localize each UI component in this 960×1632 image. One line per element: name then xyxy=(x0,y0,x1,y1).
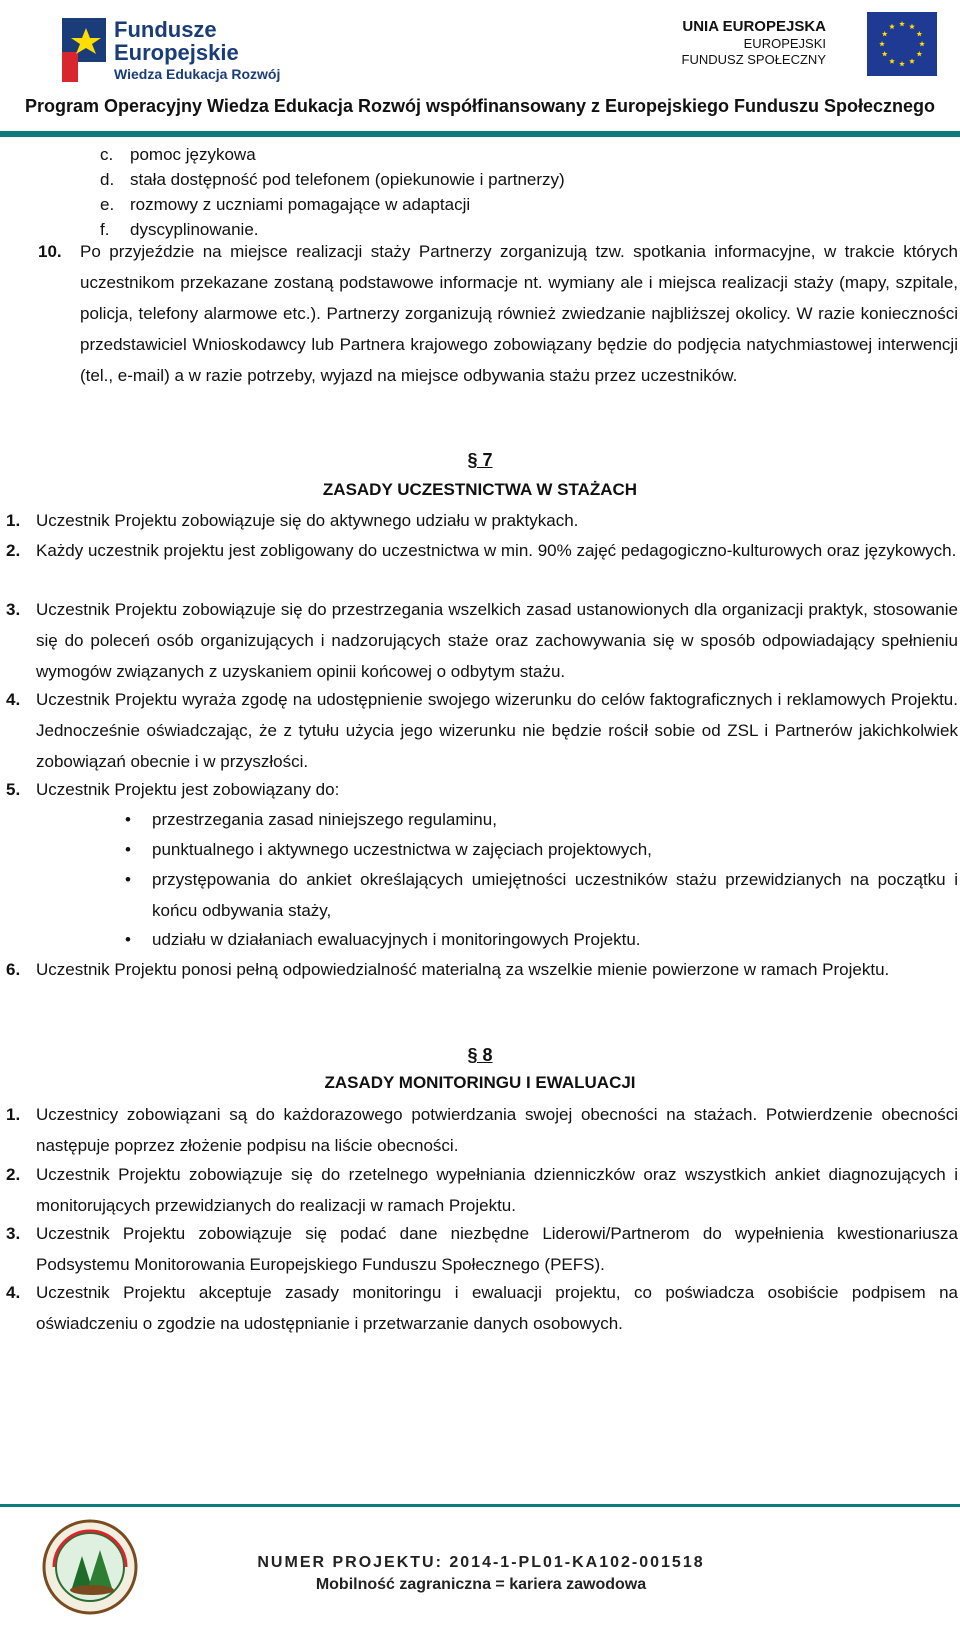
item-text: Uczestnik Projektu zobowiązuje się do aktywnego udziału w praktykach. xyxy=(36,511,579,530)
list-letter: e. xyxy=(100,195,115,214)
list-text: rozmowy z uczniami pomagające w adaptacji xyxy=(130,195,471,214)
paragraph-number: 10. xyxy=(38,242,62,261)
list-item xyxy=(6,594,958,687)
item-number: 1. xyxy=(6,511,21,530)
section-symbol: § 8 xyxy=(467,1045,493,1065)
item-text: Uczestnik Projektu ponosi pełną odpowiedzialność materialną za wszelkie mienie powierzone w ramach Projektu. xyxy=(36,960,890,979)
list-item xyxy=(100,167,565,192)
paragraph-10 xyxy=(38,236,958,391)
item-text: Uczestnik Projektu zobowiązuje się do rzetelnego wypełniania dzienniczków oraz wszystkich ankiet diagnozujących i monitorujących przewidzianych do realizacji w ramach Projektu. xyxy=(36,1165,958,1215)
item-number: 4. xyxy=(6,690,21,709)
list-item xyxy=(6,535,958,566)
list-item xyxy=(6,774,958,805)
bullet-item xyxy=(125,804,958,835)
eu-flag-icon xyxy=(867,12,937,76)
bullet-icon: • xyxy=(125,870,131,889)
bullet-text: udziału w działaniach ewaluacyjnych i monitoringowych Projektu. xyxy=(152,930,641,949)
list-item xyxy=(100,142,256,167)
project-number: NUMER PROJEKTU: 2014-1-PL01-KA102-001518 xyxy=(257,1554,705,1571)
item-number: 1. xyxy=(6,1105,21,1124)
item-number: 3. xyxy=(6,600,21,619)
bullet-icon: • xyxy=(125,810,131,829)
section-title-8: ZASADY MONITORINGU I EWALUACJI xyxy=(324,1073,636,1092)
item-text: Uczestnik Projektu zobowiązuje się podać dane niezbędne Liderowi/Partnerom do wypełnienia kwestionariusza Podsystemu Monitorowania Europejskiego Funduszu Społecznego (PEFS). xyxy=(36,1224,958,1274)
item-text: Uczestnik Projektu wyraża zgodę na udostępnienie swojego wizerunku do celów faktograficznych i reklamowych Projektu. Jednocześnie oświadczając, że z tytułu użycia jego wizerunku nie będzie rościł sobie od ZSL i Partnerów jakichkolwiek zobowiązań obecnie i w przyszłości. xyxy=(36,690,958,771)
item-number: 5. xyxy=(6,780,21,799)
list-text: dyscyplinowanie. xyxy=(130,220,259,239)
section-title-7: ZASADY UCZESTNICTWA W STAŻACH xyxy=(322,480,638,499)
bullet-text: przystępowania do ankiet określających umiejętności uczestników stażu przewidzianych na początku i końcu odbywania staży, xyxy=(152,870,958,920)
list-item xyxy=(6,1218,958,1280)
item-number: 2. xyxy=(6,541,21,560)
list-letter: f. xyxy=(100,220,110,239)
eu-line3: FUNDUSZ SPOŁECZNY xyxy=(681,52,826,67)
bullet-text: punktualnego i aktywnego uczestnictwa w zajęciach projektowych, xyxy=(152,840,652,859)
item-text: Uczestnicy zobowiązani są do każdorazowego potwierdzania swojej obecności na stażach. Potwierdzenie obecności następuje poprzez złożenie podpisu na liście obecności. xyxy=(36,1105,958,1155)
eu-line1: UNIA EUROPEJSKA xyxy=(682,18,826,35)
list-text: pomoc językowa xyxy=(130,145,256,164)
fe-subtitle: Wiedza Edukacja Rozwój xyxy=(114,66,281,82)
bullet-item xyxy=(125,834,958,865)
bullet-text: przestrzegania zasad niniejszego regulaminu, xyxy=(152,810,497,829)
item-text: Uczestnik Projektu akceptuje zasady monitoringu i ewaluacji projektu, co poświadcza osobiście podpisem na oświadczeniu o zgodzie na udostępnianie i przetwarzanie danych osobowych. xyxy=(36,1283,958,1333)
section-symbol: § 7 xyxy=(467,450,493,470)
header-divider xyxy=(0,131,960,137)
item-text: Uczestnik Projektu jest zobowiązany do: xyxy=(36,780,340,799)
item-text: Każdy uczestnik projektu jest zobligowany do uczestnictwa w min. 90% zajęć pedagogiczno-kulturowych oraz językowych. xyxy=(36,541,957,560)
eu-line2: EUROPEJSKI xyxy=(743,36,826,51)
item-number: 3. xyxy=(6,1224,21,1243)
fundusze-europejskie-wordmark xyxy=(114,18,280,82)
list-item xyxy=(6,1159,958,1221)
list-item xyxy=(6,954,958,985)
list-letter: c. xyxy=(100,145,114,164)
program-title: Program Operacyjny Wiedza Edukacja Rozwój współfinansowany z Europejskiego Funduszu Społecznego xyxy=(24,96,935,116)
bullet-item xyxy=(125,924,958,955)
item-text: Uczestnik Projektu zobowiązuje się do przestrzegania wszelkich zasad ustanowionych dla organizacji praktyk, stosowanie się do poleceń osób organizujących i nadzorujących staże oraz zachowywania się w sposób odpowiadający spełnieniu wymogów związanych z uzyskaniem opinii końcowej o odbytym stażu. xyxy=(36,600,958,681)
footer-motto: Mobilność zagraniczna = kariera zawodowa xyxy=(315,1576,647,1593)
bullet-icon: • xyxy=(125,840,131,859)
list-item xyxy=(6,505,958,536)
item-number: 6. xyxy=(6,960,21,979)
eu-wordmark xyxy=(682,18,826,68)
paragraph-text: Po przyjeździe na miejsce realizacji staży Partnerzy zorganizują tzw. spotkania informacyjne, w trakcie których uczestnikom przekazane zostaną podstawowe informacje nt. wymiany ale i miejsca realizacji staży (mapy, szpitale, policja, telefony alarmowe etc.). Partnerzy zorganizują również zwiedzanie najbliższej okolicy. W razie konieczności przedstawiciel Wnioskodawcy lub Partnera krajowego zobowiązany będzie do podjęcia natychmiastowej interwencji (tel., e-mail) a w razie potrzeby, wyjazd na miejsce odbywania stażu przez uczestników. xyxy=(80,242,958,385)
list-text: stała dostępność pod telefonem (opiekunowie i partnerzy) xyxy=(130,170,565,189)
list-letter: d. xyxy=(100,170,115,189)
list-item xyxy=(100,192,470,217)
fe-name-line2: Europejskie xyxy=(114,40,239,65)
item-number: 2. xyxy=(6,1165,21,1184)
section-symbol-7 xyxy=(0,450,960,471)
page-header xyxy=(0,0,960,140)
footer-divider xyxy=(0,1504,960,1507)
fe-name-line1: Fundusze xyxy=(114,17,217,42)
bullet-item xyxy=(125,864,958,926)
list-item xyxy=(6,1277,958,1339)
list-item xyxy=(6,684,958,777)
list-item xyxy=(6,1099,958,1161)
school-emblem-icon xyxy=(42,1518,138,1616)
bullet-icon: • xyxy=(125,930,131,949)
section-symbol-8 xyxy=(0,1045,960,1066)
item-number: 4. xyxy=(6,1283,21,1302)
